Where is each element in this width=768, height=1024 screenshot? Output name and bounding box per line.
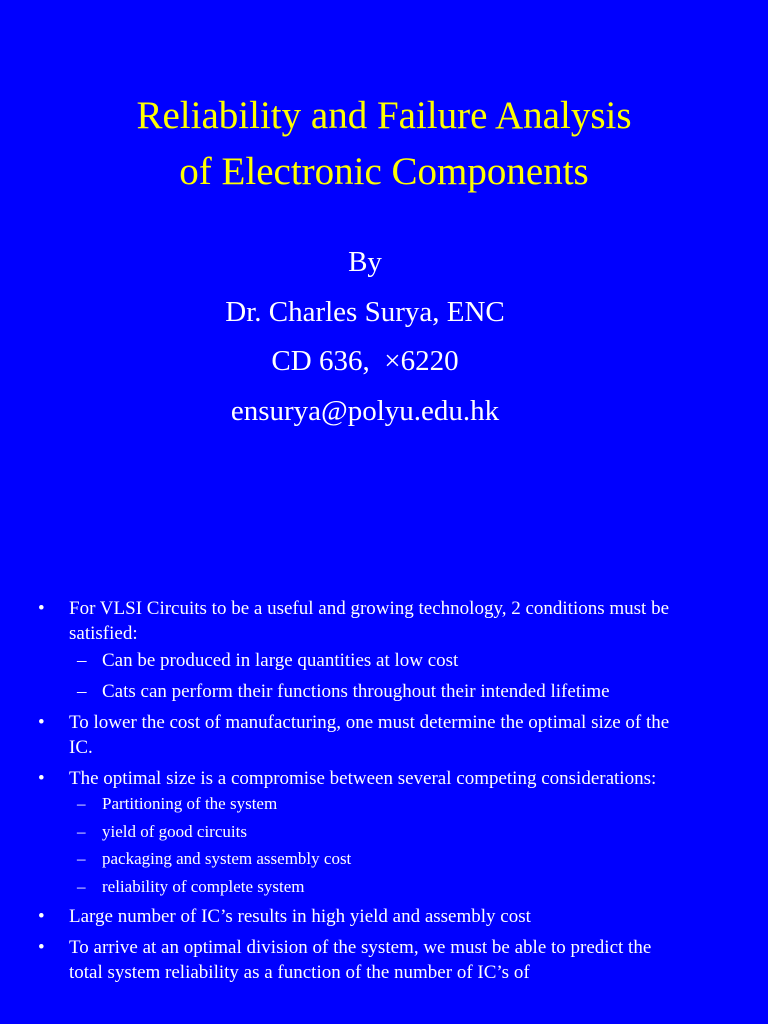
bullet-text: For VLSI Circuits to be a useful and growing technology, 2 conditions must be satisfied: [69,598,670,644]
sub-bullet-text: reliability of complete system [102,876,305,896]
sub-bullet-item [69,876,688,898]
title-line-2: of Electronic Components [179,150,589,193]
bullet-list [0,596,768,991]
sub-bullet-text: Cats can perform their functions throughout their intended lifetime [102,681,610,702]
bullet-item [0,766,768,898]
bullet-text: To lower the cost of manufacturing, one must determine the optimal size of the IC. [69,712,670,758]
sub-bullet-text: yield of good circuits [102,821,247,841]
content-slide [0,596,768,1024]
slide-title [0,88,768,200]
office-info: CD 636, ×6220 [271,345,459,377]
sub-bullet-item [69,679,688,704]
sub-bullet-list [69,793,688,898]
sub-bullet-item [69,793,688,815]
dash-glyph: – [77,876,86,896]
bullet-glyph: • [38,598,45,619]
bullet-glyph: • [38,936,45,958]
bullet-glyph: • [38,905,45,927]
author-block [0,238,730,436]
sub-bullet-text: Can be produced in large quantities at low cost [102,650,459,671]
dash-glyph: – [77,681,87,702]
dash-glyph: – [77,821,86,841]
dash-glyph: – [77,849,86,868]
sub-bullet-list [69,648,688,704]
bullet-text: To arrive at an optimal division of the system, we must be able to predict the total system reliability as a function of the number of IC’s of [69,936,652,983]
bullet-item [0,710,768,760]
author-name: Dr. Charles Surya, ENC [225,295,505,328]
bullet-item [0,935,768,985]
bullet-item [0,904,768,929]
bullet-text: The optimal size is a compromise between several competing considerations: [69,768,657,789]
by-label: By [348,246,382,278]
title-line-1: Reliability and Failure Analysis [136,94,632,137]
author-email: ensurya@polyu.edu.hk [230,394,500,427]
sub-bullet-item [69,821,688,843]
sub-bullet-item [69,848,688,870]
dash-glyph: – [77,650,87,671]
sub-bullet-text: Partitioning of the system [102,794,278,813]
bullet-text: Large number of IC’s results in high yield and assembly cost [69,905,531,927]
bullet-glyph: • [38,768,45,789]
sub-bullet-item [69,648,688,673]
bullet-glyph: • [38,712,45,733]
dash-glyph: – [77,794,86,813]
bullet-item [0,596,768,704]
sub-bullet-text: packaging and system assembly cost [102,849,352,868]
